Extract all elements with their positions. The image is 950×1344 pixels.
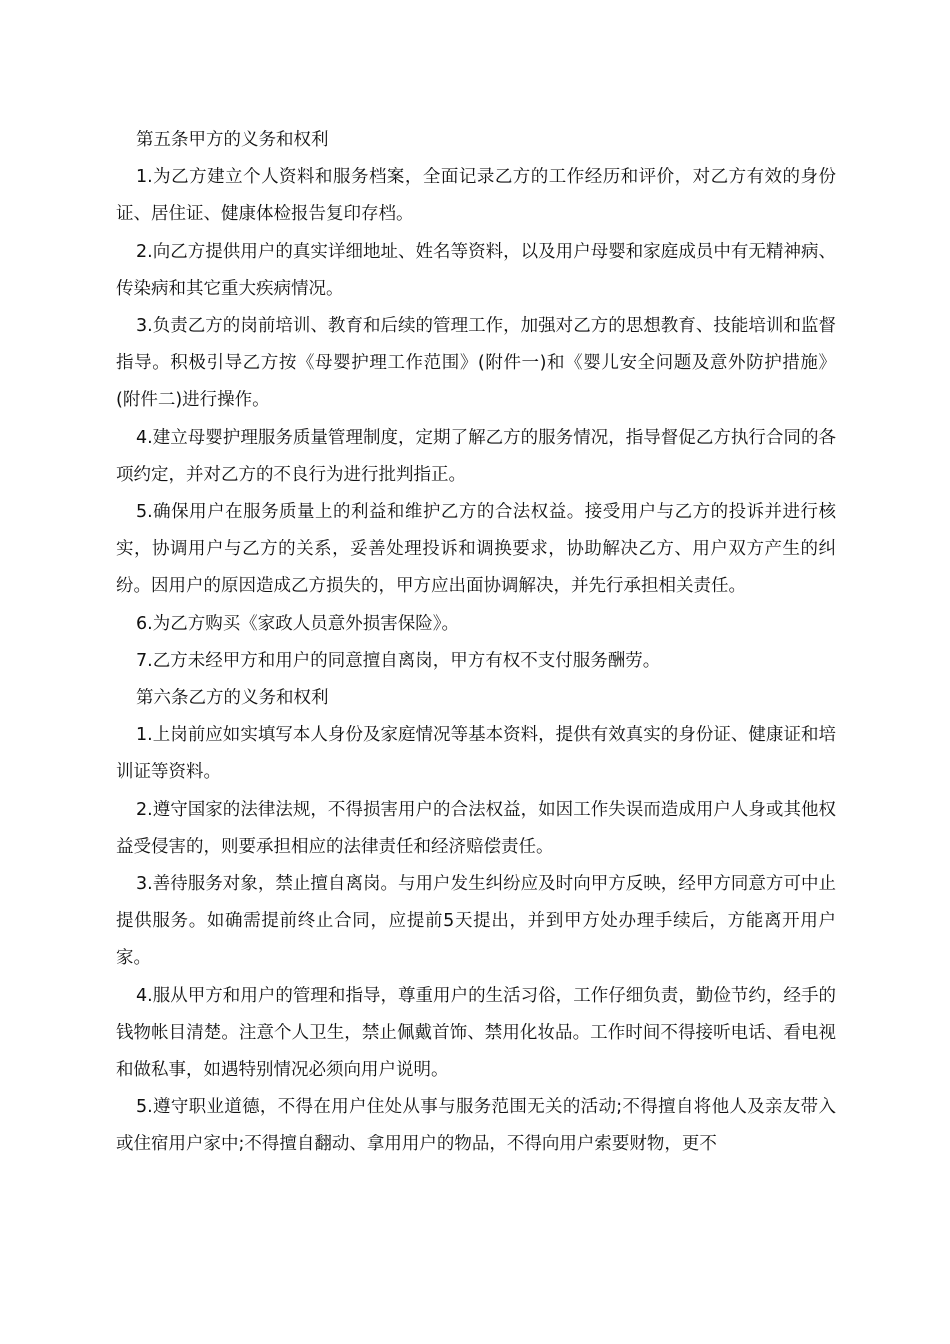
document-body xyxy=(116,122,836,1164)
paragraph: 3.善待服务对象，禁止擅自离岗。与用户发生纠纷应及时向甲方反映，经甲方同意方可中止提供服务。如确需提前终止合同，应提前5天提出，并到甲方处办理手续后，方能离开用户家。 xyxy=(116,874,836,969)
paragraph: 7.乙方未经甲方和用户的同意擅自离岗，甲方有权不支付服务酬劳。 xyxy=(136,650,661,671)
paragraph: 5.确保用户在服务质量上的利益和维护乙方的合法权益。接受用户与乙方的投诉并进行核实，协调用户与乙方的关系，妥善处理投诉和调换要求，协助解决乙方、用户双方产生的纠纷。因用户的原因造成乙方损失的，甲方应出面协调解决，并先行承担相关责任。 xyxy=(116,502,836,597)
paragraph: 6.为乙方购买《家政人员意外损害保险》。 xyxy=(136,613,459,634)
paragraph: 2.向乙方提供用户的真实详细地址、姓名等资料，以及用户母婴和家庭成员中有无精神病、传染病和其它重大疾病情况。 xyxy=(116,241,836,299)
paragraph: 2.遵守国家的法律法规，不得损害用户的合法权益，如因工作失误而造成用户人身或其他权益受侵害的，则要承担相应的法律责任和经济赔偿责任。 xyxy=(116,799,836,857)
paragraph: 3.负责乙方的岗前培训、教育和后续的管理工作，加强对乙方的思想教育、技能培训和监督指导。积极引导乙方按《母婴护理工作范围》(附件一)和《婴儿安全问题及意外防护措施》(附件二)进行操作。 xyxy=(116,316,836,411)
paragraph: 1.上岗前应如实填写本人身份及家庭情况等基本资料，提供有效真实的身份证、健康证和培训证等资料。 xyxy=(116,725,836,783)
paragraph: 5.遵守职业道德，不得在用户住处从事与服务范围无关的活动;不得擅自将他人及亲友带入或住宿用户家中;不得擅自翻动、拿用用户的物品，不得向用户索要财物，更不 xyxy=(116,1097,836,1155)
paragraph: 4.服从甲方和用户的管理和指导，尊重用户的生活习俗，工作仔细负责，勤俭节约，经手的钱物帐目清楚。注意个人卫生，禁止佩戴首饰、禁用化妆品。工作时间不得接听电话、看电视和做私事，如遇特别情况必须向用户说明。 xyxy=(116,985,836,1081)
paragraph: 4.建立母婴护理服务质量管理制度，定期了解乙方的服务情况，指导督促乙方执行合同的各项约定，并对乙方的不良行为进行批判指正。 xyxy=(116,427,836,485)
section-heading-article-5: 第五条甲方的义务和权利 xyxy=(136,130,329,150)
paragraph: 1.为乙方建立个人资料和服务档案，全面记录乙方的工作经历和评价，对乙方有效的身份证、居住证、健康体检报告复印存档。 xyxy=(116,167,836,225)
section-heading-article-6: 第六条乙方的义务和权利 xyxy=(136,688,329,709)
